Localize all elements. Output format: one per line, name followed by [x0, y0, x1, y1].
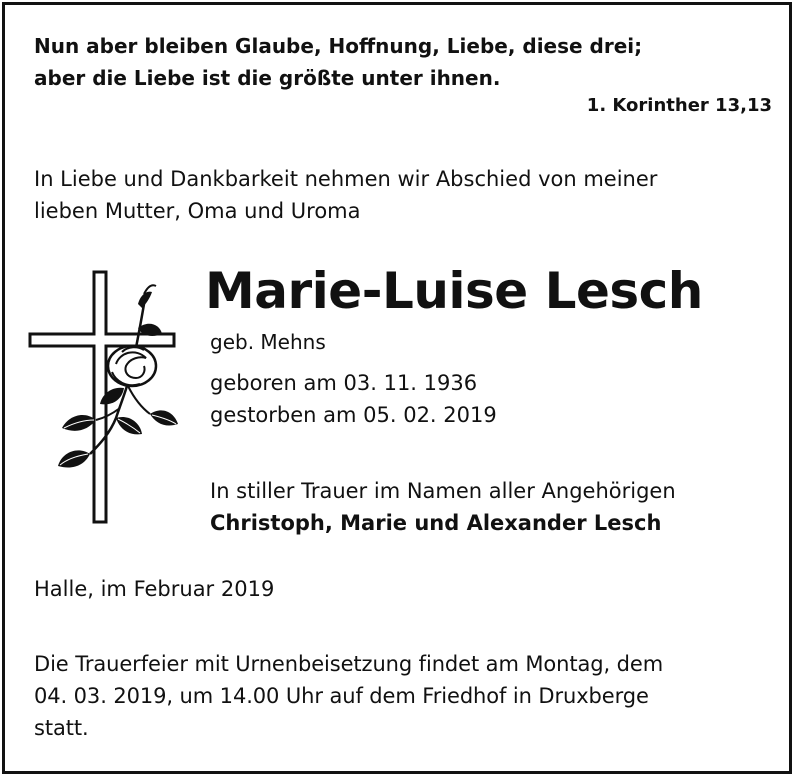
intro-text: [34, 163, 657, 227]
verse-line-2: aber die Liebe ist die größte unter ihnen.: [34, 66, 501, 90]
death-date: gestorben am 05. 02. 2019: [210, 403, 497, 427]
bible-verse: [34, 30, 642, 94]
cross-with-rose-icon: [24, 268, 184, 530]
verse-line-1: Nun aber bleiben Glaube, Hoffnung, Liebe, diese drei;: [34, 34, 643, 58]
mourners-block: [210, 475, 676, 539]
funeral-line-1: Die Trauerfeier mit Urnenbeisetzung findet am Montag, dem: [34, 652, 664, 676]
mourners-intro: In stiller Trauer im Namen aller Angehörigen: [210, 479, 676, 503]
maiden-name: geb. Mehns: [210, 330, 326, 354]
verse-reference: 1. Korinther 13,13: [586, 95, 772, 116]
deceased-name: Marie-Luise Lesch: [205, 262, 703, 320]
intro-line-1: In Liebe und Dankbarkeit nehmen wir Abschied von meiner: [34, 167, 658, 191]
funeral-line-2: 04. 03. 2019, um 14.00 Uhr auf dem Friedhof in Druxberge: [34, 684, 649, 708]
mourners-names: Christoph, Marie und Alexander Lesch: [210, 511, 662, 535]
funeral-line-3: statt.: [34, 716, 89, 740]
life-dates: [210, 367, 497, 431]
place-and-date: Halle, im Februar 2019: [34, 577, 275, 601]
intro-line-2: lieben Mutter, Oma und Uroma: [34, 199, 361, 223]
birth-date: geboren am 03. 11. 1936: [210, 371, 478, 395]
funeral-notice: [34, 648, 663, 744]
